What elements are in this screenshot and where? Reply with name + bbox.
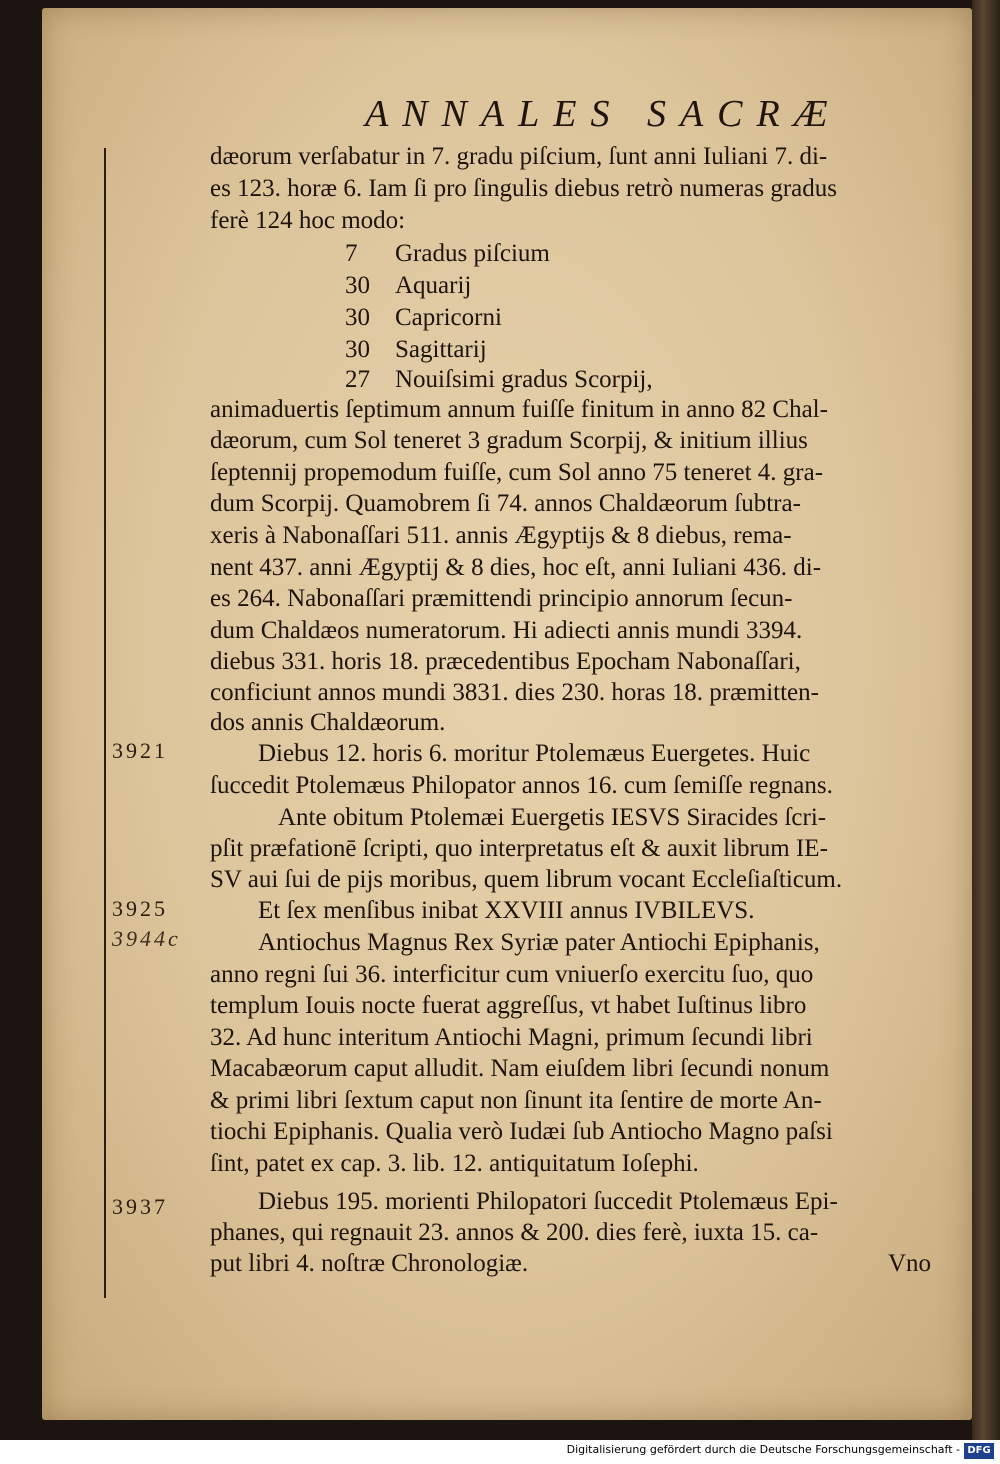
- text-line: anno regni ſui 36. interficitur cum vniuerſo exercitu ſuo, quo: [210, 961, 814, 988]
- text-line: ſuccedit Ptolemæus Philopator annos 16. cum ſemiſſe regnans.: [210, 772, 833, 799]
- table-row: [345, 272, 471, 304]
- text-line: Et ſex menſibus inibat XXVIII annus IVBILEVS.: [258, 897, 755, 924]
- dfg-logo-icon[interactable]: DFG: [964, 1443, 994, 1459]
- text-line: ferè 124 hoc modo:: [210, 207, 406, 234]
- text-line: ſeptennij propemodum fuiſſe, cum Sol anno 75 teneret 4. gra-: [210, 459, 824, 486]
- text-line: pſit præfationē ſcripti, quo interpretatus eſt & auxit librum IE-: [210, 835, 828, 862]
- margin-year: 3937: [112, 1194, 168, 1219]
- table-row: [345, 366, 653, 398]
- table-num: 7: [345, 240, 358, 267]
- text-line: Antiochus Magnus Rex Syriæ pater Antiochi Epiphanis,: [258, 929, 820, 956]
- table-num: 30: [345, 304, 370, 331]
- text-line: Ante obitum Ptolemæi Euergetis IESVS Siracides ſcri-: [278, 804, 827, 831]
- table-num: 27: [345, 366, 370, 393]
- page-edge: [972, 0, 1000, 1440]
- text-line: tiochi Epiphanis. Qualia verò Iudæi ſub Antiocho Magno paſsi: [210, 1118, 833, 1145]
- text-line: templum Iouis nocte fuerat aggreſſus, vt habet Iuſtinus libro: [210, 992, 807, 1019]
- text-line: diebus 331. horis 18. præcedentibus Epocham Nabonaſſari,: [210, 648, 801, 675]
- table-label: Aquarij: [395, 272, 472, 299]
- catchword: Vno: [888, 1250, 932, 1277]
- text-line: Macabæorum caput alludit. Nam eiuſdem libri ſecundi nonum: [210, 1055, 830, 1082]
- text-line: conficiunt annos mundi 3831. dies 230. horas 18. præmitten-: [210, 679, 819, 706]
- table-label: Sagittarij: [395, 336, 487, 363]
- text-line: xeris à Nabonaſſari 511. annis Ægyptijs & 8 diebus, rema-: [210, 522, 792, 549]
- text-line: dum Scorpij. Quamobrem ſi 74. annos Chaldæorum ſubtra-: [210, 490, 801, 517]
- text-line: Diebus 12. horis 6. moritur Ptolemæus Euergetes. Huic: [258, 740, 811, 767]
- text-line: SV aui ſui de pijs moribus, quem librum vocant Eccleſiaſticum.: [210, 866, 843, 893]
- text-line: nent 437. anni Ægyptij & 8 dies, hoc eſt, anni Iuliani 436. di-: [210, 554, 822, 581]
- text-line: 32. Ad hunc interitum Antiochi Magni, primum ſecundi libri: [210, 1024, 813, 1051]
- text-line: put libri 4. noſtræ Chronologiæ.: [210, 1250, 529, 1277]
- table-num: 30: [345, 272, 370, 299]
- running-head: ANNALES SACRÆ: [365, 93, 842, 135]
- text-line: dæorum verſabatur in 7. gradu piſcium, ſunt anni Iuliani 7. di-: [210, 143, 828, 170]
- margin-year: 3921: [112, 738, 168, 763]
- text-line: es 264. Nabonaſſari præmittendi principio annorum ſecun-: [210, 585, 793, 612]
- margin-year: 3925: [112, 896, 168, 921]
- table-row: [345, 336, 487, 368]
- footer-bar: [0, 1440, 1000, 1464]
- table-label: Nouiſsimi gradus Scorpij,: [395, 366, 653, 393]
- text-line: ſint, patet ex cap. 3. lib. 12. antiquitatum Ioſephi.: [210, 1150, 699, 1177]
- text-line: dum Chaldæos numeratorum. Hi adiecti annis mundi 3394.: [210, 617, 803, 644]
- text-line: es 123. horæ 6. Iam ſi pro ſingulis diebus retrò numeras gradus: [210, 175, 837, 202]
- margin-year-handwritten: 3944c: [112, 926, 181, 951]
- text-line: phanes, qui regnauit 23. annos & 200. dies ferè, iuxta 15. ca-: [210, 1219, 819, 1246]
- table-label: Capricorni: [395, 304, 502, 331]
- text-line: dos annis Chaldæorum.: [210, 709, 446, 736]
- table-row: [345, 240, 550, 272]
- text-line: dæorum, cum Sol teneret 3 gradum Scorpij, & initium illius: [210, 427, 808, 454]
- table-label: Gradus piſcium: [395, 240, 550, 267]
- table-num: 30: [345, 336, 370, 363]
- text-line: & primi libri ſextum caput non ſinunt ita ſentire de morte An-: [210, 1087, 822, 1114]
- text-line: animaduertis ſeptimum annum fuiſſe finitum in anno 82 Chal-: [210, 396, 828, 423]
- table-row: [345, 304, 502, 336]
- text-line: Diebus 195. morienti Philopatori ſuccedit Ptolemæus Epi-: [258, 1188, 838, 1215]
- footer-credit: Digitalisierung gefördert durch die Deutsche Forschungsgemeinschaft -: [566, 1443, 960, 1456]
- margin-rule: [104, 148, 106, 1298]
